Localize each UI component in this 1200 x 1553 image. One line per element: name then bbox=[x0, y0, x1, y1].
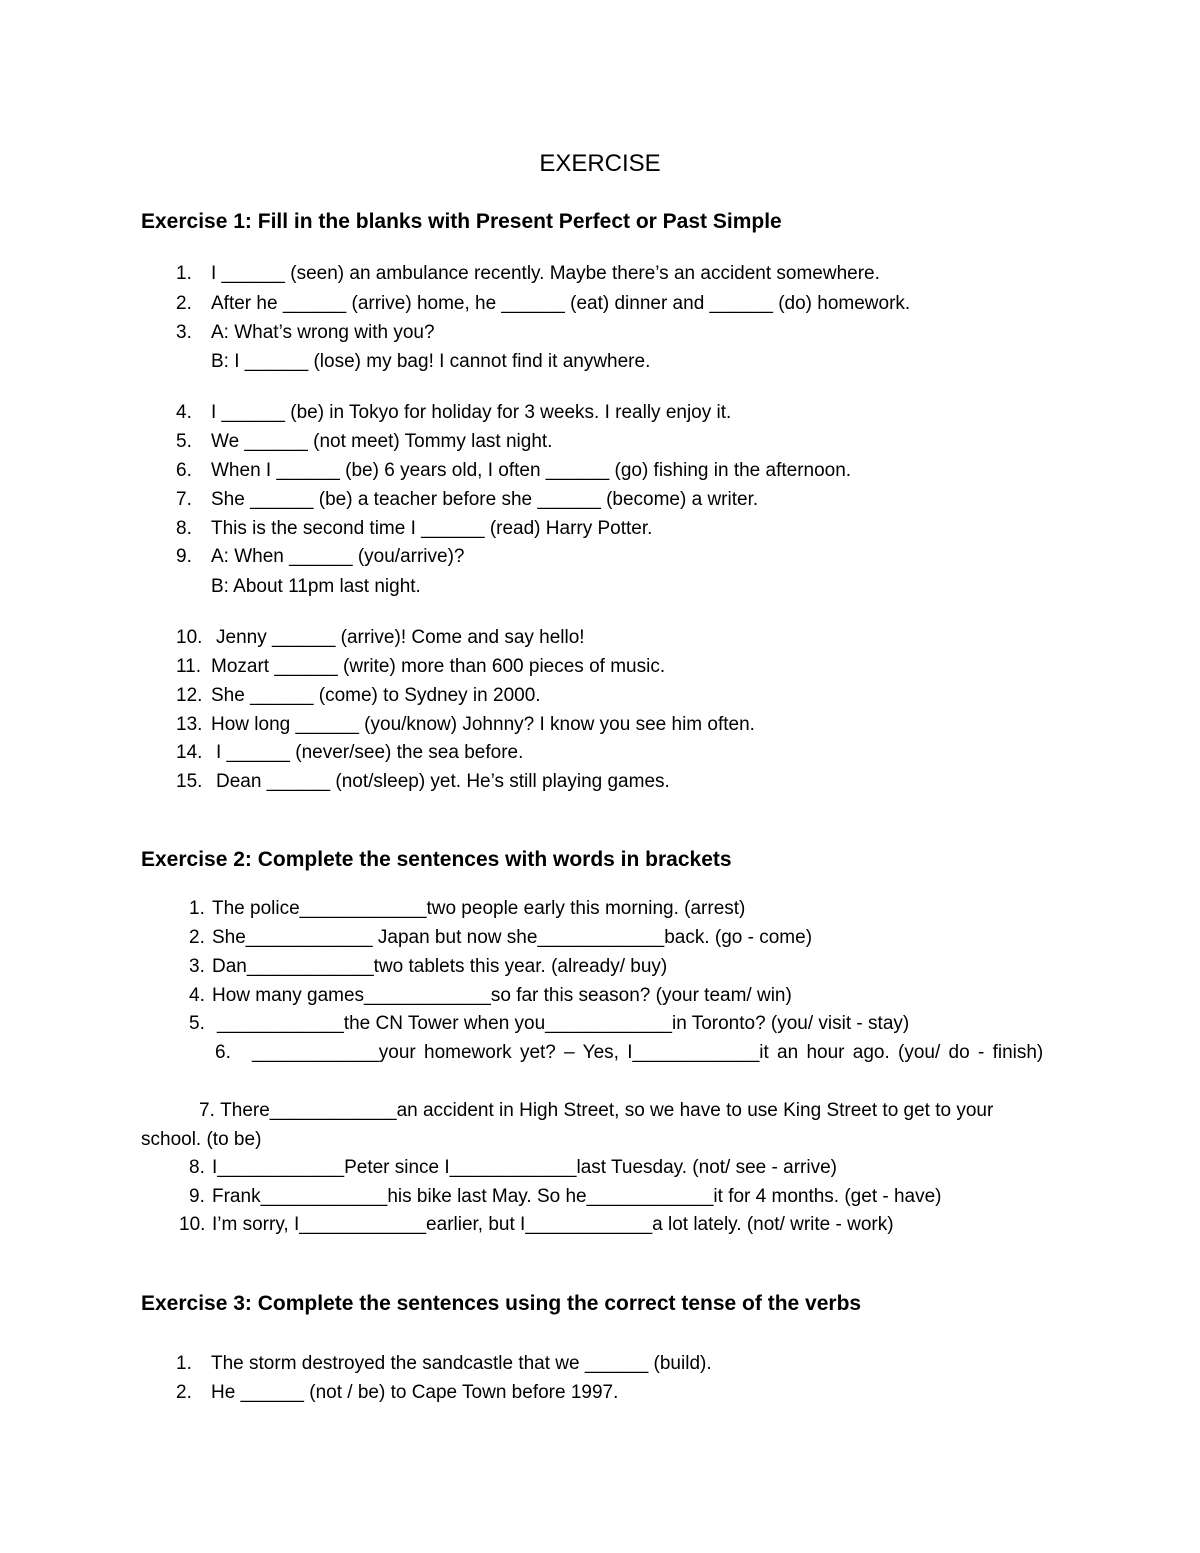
item-number: 5. bbox=[176, 431, 192, 452]
item-text: Mozart ______ (write) more than 600 pieces of music. bbox=[211, 656, 666, 677]
item-text: Jenny ______ (arrive)! Come and say hello! bbox=[216, 627, 585, 648]
exercise-3-heading: Exercise 3: Complete the sentences using the correct tense of the verbs bbox=[141, 1292, 862, 1315]
item-text: Frank____________his bike last May. So he____________it for 4 months. (get - have) bbox=[212, 1186, 942, 1207]
item-text: ____________your homework yet? – Yes, I____________it an hour ago. (you/ do - finish) bbox=[251, 1042, 1044, 1063]
item-text-continuation: B: About 11pm last night. bbox=[211, 576, 421, 597]
item-text: There____________an accident in High Street, so we have to use King Street to get to your school. (to be) bbox=[141, 1100, 994, 1150]
item-number: 9. bbox=[176, 546, 192, 567]
item-number: 6. bbox=[176, 460, 192, 481]
item-text: I ______ (be) in Tokyo for holiday for 3 weeks. I really enjoy it. bbox=[211, 402, 732, 423]
item-text: How many games____________so far this season? (your team/ win) bbox=[212, 985, 792, 1006]
item-text: He ______ (not / be) to Cape Town before 1997. bbox=[211, 1382, 619, 1403]
item-number: 5. bbox=[189, 1013, 205, 1034]
exercise-2-item-6 bbox=[141, 1038, 1057, 1067]
item-text-continuation: B: I ______ (lose) my bag! I cannot find it anywhere. bbox=[211, 351, 651, 372]
item-number: 11. bbox=[176, 656, 202, 677]
item-number: 8. bbox=[189, 1157, 205, 1178]
item-number: 7. bbox=[176, 489, 192, 510]
item-text: Dean ______ (not/sleep) yet. He’s still playing games. bbox=[216, 771, 670, 792]
item-number: 1. bbox=[189, 898, 205, 919]
item-number: 14. bbox=[176, 742, 203, 763]
item-text: A: What’s wrong with you? bbox=[211, 322, 435, 343]
item-number: 9. bbox=[189, 1186, 205, 1207]
item-text: I ______ (seen) an ambulance recently. Maybe there’s an accident somewhere. bbox=[211, 263, 880, 284]
item-text: I’m sorry, I____________earlier, but I____________a lot lately. (not/ write - work) bbox=[212, 1214, 894, 1235]
item-number: 13. bbox=[176, 714, 203, 735]
item-number: 1. bbox=[176, 263, 192, 284]
item-number: 12. bbox=[176, 685, 203, 706]
exercise-2-item-7 bbox=[141, 1096, 1057, 1154]
item-number: 3. bbox=[189, 956, 205, 977]
item-number: 2. bbox=[189, 927, 205, 948]
exercise-1-heading: Exercise 1: Fill in the blanks with Present Perfect or Past Simple bbox=[141, 210, 782, 233]
item-number: 3. bbox=[176, 322, 192, 343]
item-number: 10. bbox=[179, 1214, 206, 1235]
item-number: 4. bbox=[176, 402, 192, 423]
item-number: 2. bbox=[176, 1382, 192, 1403]
page-title: EXERCISE bbox=[539, 150, 661, 177]
item-number: 15. bbox=[176, 771, 203, 792]
item-number: 6. bbox=[215, 1042, 231, 1063]
item-number: 1. bbox=[176, 1353, 192, 1374]
item-number: 10. bbox=[176, 627, 203, 648]
item-text: I____________Peter since I____________last Tuesday. (not/ see - arrive) bbox=[212, 1157, 837, 1178]
item-number: 2. bbox=[176, 293, 192, 314]
item-text: How long ______ (you/know) Johnny? I know you see him often. bbox=[211, 714, 755, 735]
item-text: This is the second time I ______ (read) Harry Potter. bbox=[211, 518, 653, 539]
item-text: She ______ (come) to Sydney in 2000. bbox=[211, 685, 541, 706]
item-text: Dan____________two tablets this year. (already/ buy) bbox=[212, 956, 668, 977]
item-text: A: When ______ (you/arrive)? bbox=[211, 546, 465, 567]
item-text: The police____________two people early this morning. (arrest) bbox=[212, 898, 746, 919]
item-number: 8. bbox=[176, 518, 192, 539]
item-text: She ______ (be) a teacher before she ______ (become) a writer. bbox=[211, 489, 759, 510]
item-text: We ______ (not meet) Tommy last night. bbox=[211, 431, 553, 452]
item-text: ____________the CN Tower when you____________in Toronto? (you/ visit - stay) bbox=[217, 1013, 910, 1034]
item-text: When I ______ (be) 6 years old, I often ______ (go) fishing in the afternoon. bbox=[211, 460, 852, 481]
item-number: 4. bbox=[189, 985, 205, 1006]
exercise-2-heading: Exercise 2: Complete the sentences with words in brackets bbox=[141, 848, 732, 871]
item-text: I ______ (never/see) the sea before. bbox=[216, 742, 524, 763]
item-number: 7. bbox=[199, 1100, 215, 1121]
item-text: She____________ Japan but now she____________back. (go - come) bbox=[212, 927, 813, 948]
item-text: After he ______ (arrive) home, he ______ (eat) dinner and ______ (do) homework. bbox=[211, 293, 911, 314]
item-text: The storm destroyed the sandcastle that we ______ (build). bbox=[211, 1353, 712, 1374]
